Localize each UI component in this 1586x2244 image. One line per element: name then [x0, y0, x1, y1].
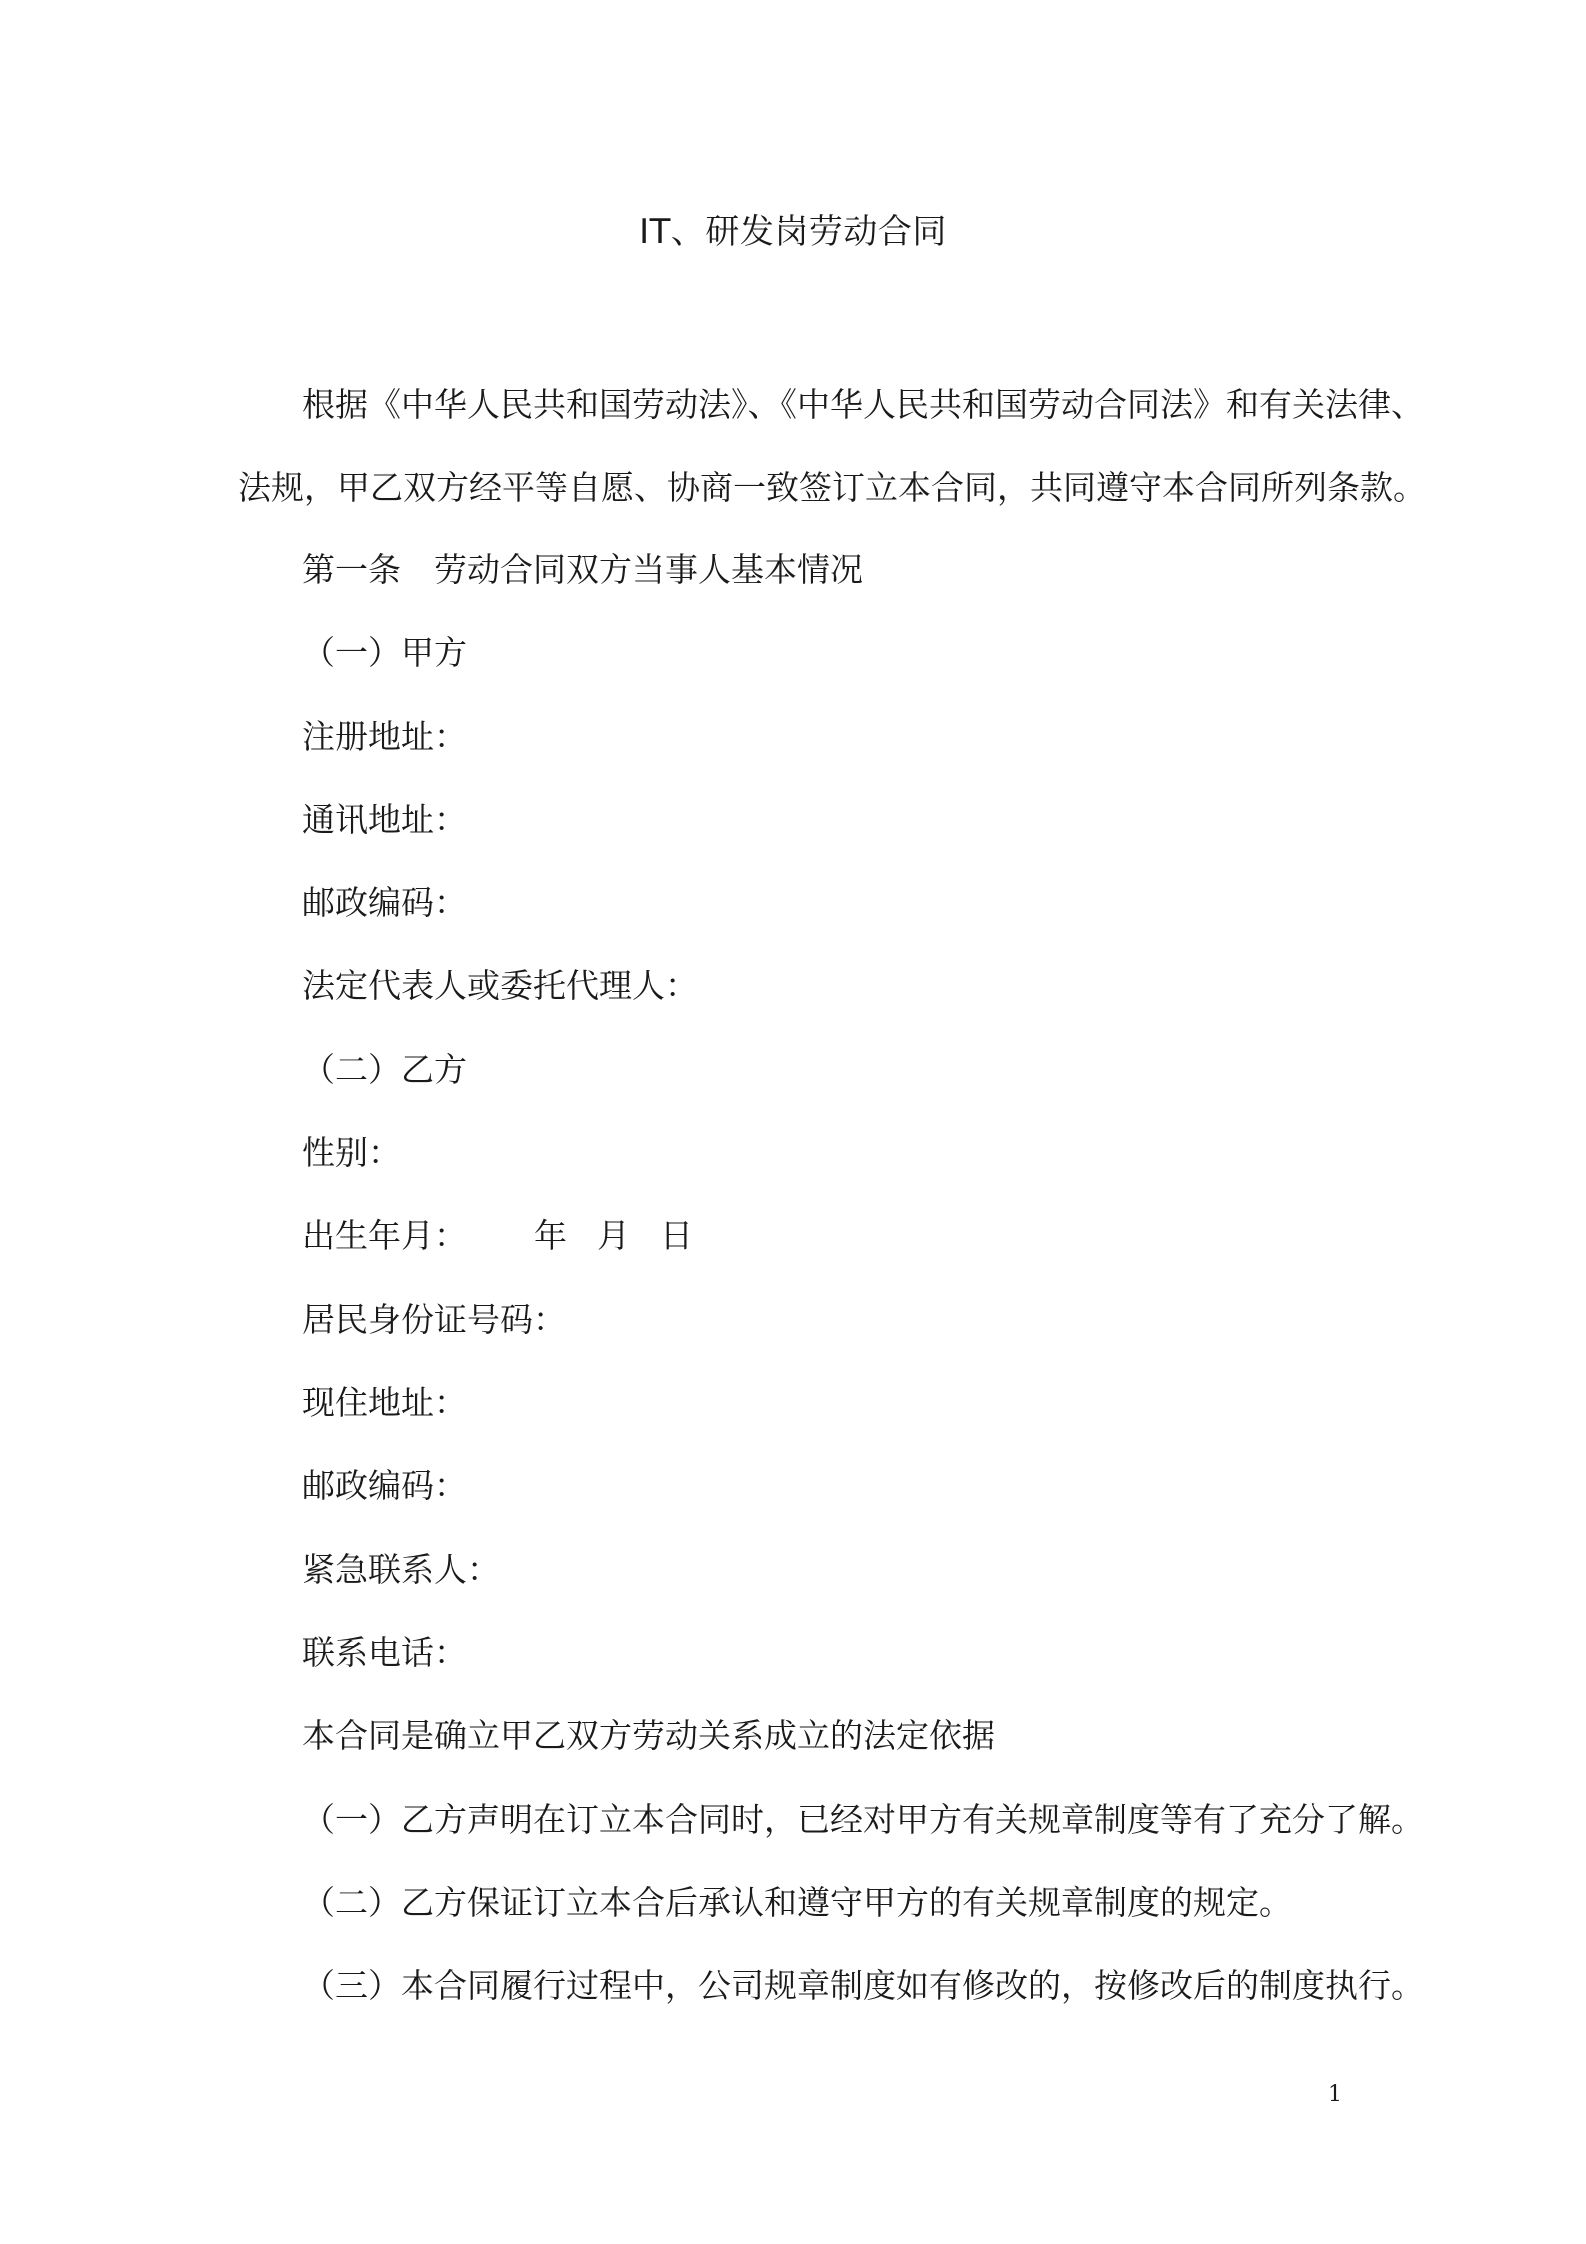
party-b-birth-label: 出生年月： — [302, 1216, 467, 1255]
party-a-postal-code-label: 邮政编码： — [302, 883, 467, 922]
article-1-heading: 第一条 劳动合同双方当事人基本情况 — [302, 550, 863, 589]
document-title: IT、研发岗劳动合同 — [639, 212, 947, 252]
party-b-current-address-label: 现住地址： — [302, 1383, 467, 1422]
birth-day-unit: 日 — [660, 1216, 693, 1255]
party-a-registered-address-label: 注册地址： — [302, 717, 467, 756]
party-b-id-number-label: 居民身份证号码： — [302, 1300, 566, 1339]
party-a-mailing-address-label: 通讯地址： — [302, 800, 467, 839]
party-a-representative-label: 法定代表人或委托代理人： — [302, 966, 698, 1005]
contract-basis-item-3: （三）本合同履行过程中，公司规章制度如有修改的，按修改后的制度执行。 — [302, 1966, 1424, 2005]
contract-basis-item-2: （二）乙方保证订立本合后承认和遵守甲方的有关规章制度的规定。 — [302, 1883, 1292, 1922]
birth-month-unit: 月 — [597, 1216, 630, 1255]
party-b-postal-code-label: 邮政编码： — [302, 1466, 467, 1505]
party-a-heading: （一）甲方 — [302, 633, 467, 672]
party-b-emergency-contact-label: 紧急联系人： — [302, 1550, 500, 1589]
intro-paragraph-line-1: 根据《中华人民共和国劳动法》、《中华人民共和国劳动合同法》和有关法律、 — [302, 385, 1424, 424]
party-b-gender-label: 性别： — [302, 1133, 401, 1172]
intro-paragraph-line-2: 法规，甲乙双方经平等自愿、协商一致签订立本合同，共同遵守本合同所列条款。 — [238, 468, 1426, 507]
page-number: 1 — [1328, 2082, 1342, 2107]
birth-year-unit: 年 — [534, 1216, 567, 1255]
contract-basis-item-1: （一）乙方声明在订立本合同时，已经对甲方有关规章制度等有了充分了解。 — [302, 1800, 1424, 1839]
party-b-heading: （二）乙方 — [302, 1050, 467, 1089]
party-b-phone-label: 联系电话： — [302, 1633, 467, 1672]
contract-basis-statement: 本合同是确立甲乙双方劳动关系成立的法定依据 — [302, 1716, 995, 1755]
party-b-birth-date-row — [302, 1212, 693, 1260]
